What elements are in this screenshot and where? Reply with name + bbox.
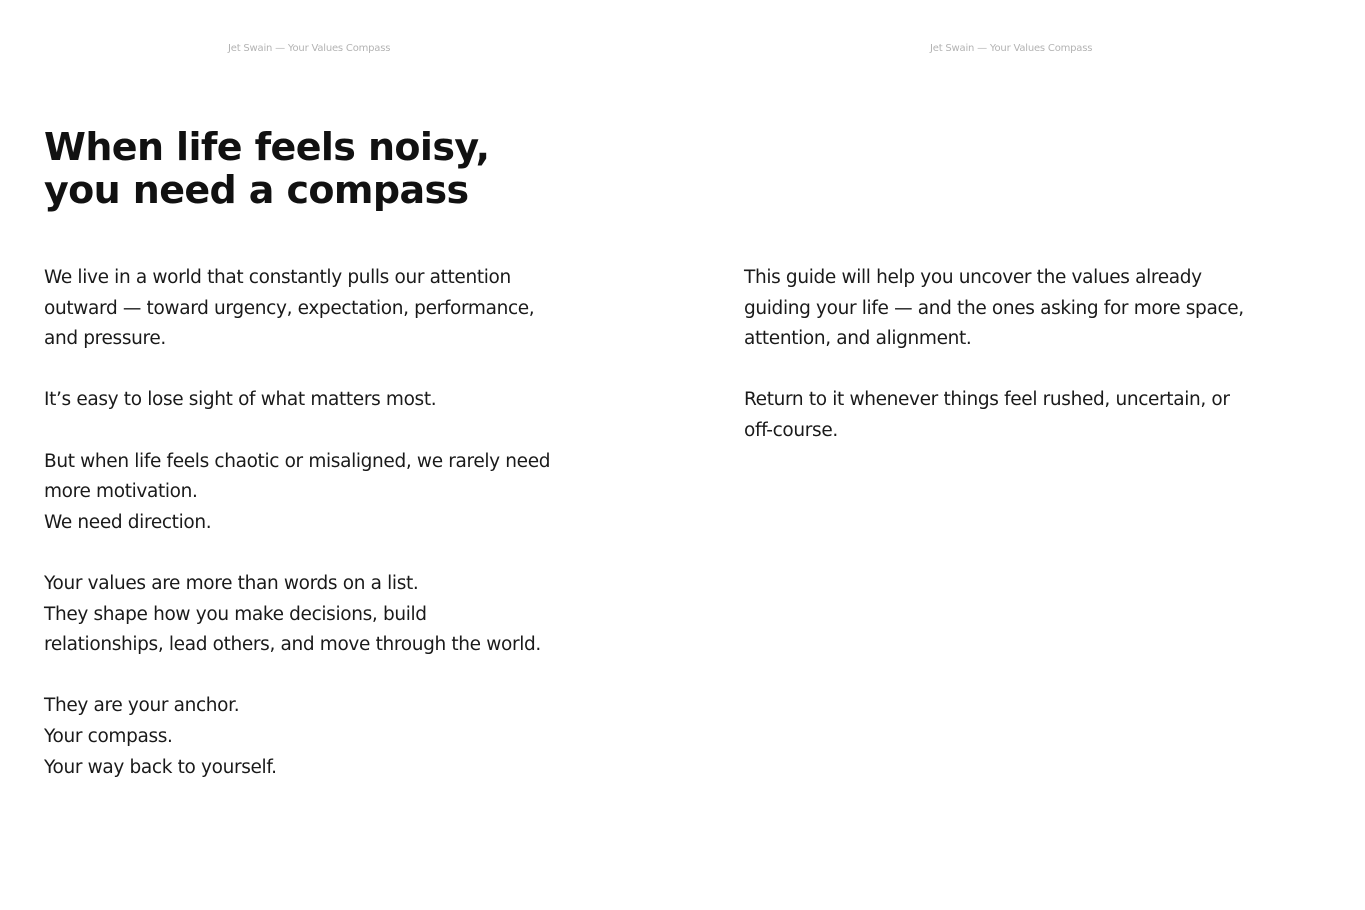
paragraph [44, 385, 644, 416]
text-line: attention, and alignment. [744, 328, 972, 350]
paragraph [744, 385, 1344, 446]
text-line: guiding your life — and the ones asking for more space, [744, 297, 1244, 319]
title-line: you need a compass [44, 168, 469, 212]
paragraph [44, 691, 644, 783]
text-line: more motivation. [44, 481, 198, 503]
page-title [44, 126, 644, 212]
text-line: We need direction. [44, 511, 212, 533]
text-line: But when life feels chaotic or misaligned, we rarely need [44, 450, 551, 472]
left-page [0, 0, 682, 910]
text-line: off-course. [744, 419, 838, 441]
text-line: Your compass. [44, 725, 173, 747]
paragraph [44, 263, 644, 355]
text-line: They are your anchor. [44, 695, 240, 717]
paragraph [744, 263, 1344, 355]
body-text [744, 263, 1344, 447]
text-line: outward — toward urgency, expectation, performance, [44, 297, 535, 319]
text-line: Return to it whenever things feel rushed, uncertain, or [744, 389, 1230, 411]
title-line: When life feels noisy, [44, 125, 490, 169]
text-line: Your values are more than words on a list. [44, 572, 419, 594]
text-line: relationships, lead others, and move through the world. [44, 634, 541, 656]
running-header: Jet Swain — Your Values Compass [930, 43, 1093, 54]
text-line: Your way back to yourself. [44, 756, 277, 778]
text-line: It’s easy to lose sight of what matters most. [44, 389, 437, 411]
body-text [44, 263, 644, 783]
text-line: and pressure. [44, 328, 166, 350]
text-line: This guide will help you uncover the values already [744, 267, 1202, 288]
right-page [682, 0, 1365, 910]
text-line: We live in a world that constantly pulls our attention [44, 267, 511, 288]
paragraph [44, 447, 644, 539]
running-header: Jet Swain — Your Values Compass [228, 43, 391, 54]
text-line: They shape how you make decisions, build [44, 603, 427, 625]
paragraph [44, 569, 644, 661]
